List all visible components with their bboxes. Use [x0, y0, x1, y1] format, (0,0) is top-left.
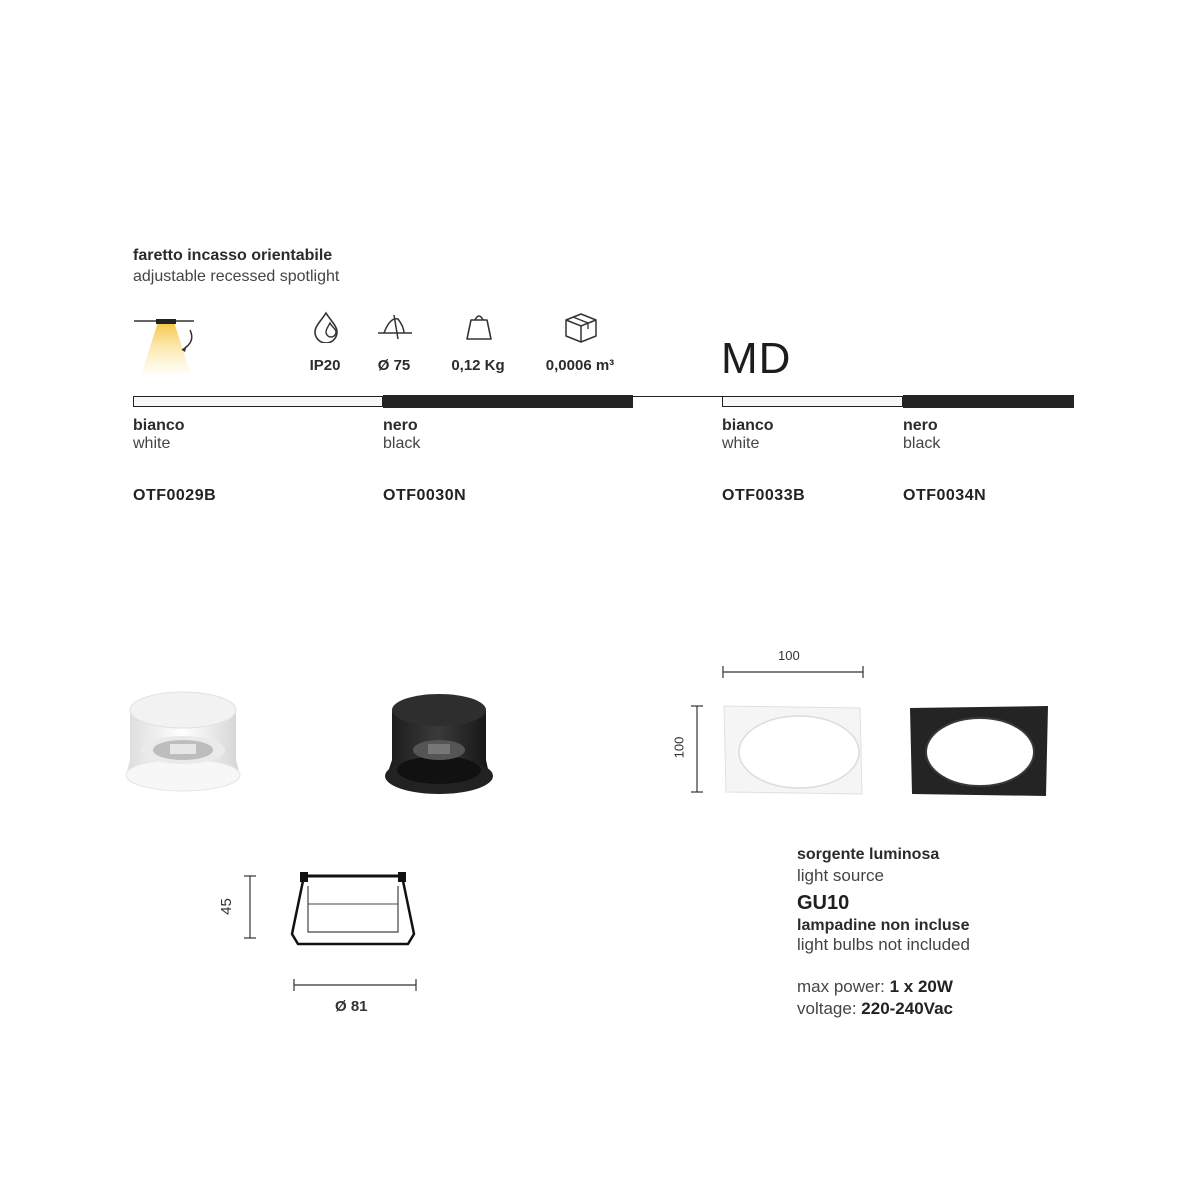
title-english: adjustable recessed spotlight [133, 268, 340, 285]
swatch-black-square [903, 395, 1074, 408]
cutout-diameter: Ø 75 [377, 357, 411, 374]
voltage-value: 220-240Vac [861, 999, 953, 1018]
cutout-diameter-icon [376, 313, 416, 341]
variant-color-it: bianco [133, 417, 185, 434]
model-name: MD [721, 334, 792, 383]
max-power-row [797, 977, 970, 997]
weight: 0,12 Kg [451, 357, 505, 374]
product-image-black [374, 684, 504, 806]
variant-column [903, 417, 940, 453]
divider-line [633, 396, 722, 397]
product-code: OTF0034N [903, 487, 987, 504]
water-drop-icon [311, 311, 341, 343]
light-source-label-it: sorgente luminosa [797, 846, 940, 863]
product-image-black-square [908, 704, 1050, 798]
dimension-body-height: 45 [217, 898, 235, 915]
product-code: OTF0033B [722, 487, 806, 504]
swatch-white-square [722, 396, 903, 407]
variant-column [133, 417, 185, 453]
dimension-line-horizontal [293, 978, 417, 992]
voltage-row [797, 999, 970, 1019]
dimension-frame-height: 100 [671, 736, 687, 759]
product-code: OTF0030N [383, 487, 467, 504]
product-code: OTF0029B [133, 487, 217, 504]
dimension-line-vertical [243, 875, 257, 939]
variant-color-it: bianco [722, 417, 774, 434]
dimension-line-vertical [690, 705, 704, 793]
variant-column [383, 417, 420, 453]
technical-drawing-side [288, 868, 418, 952]
variant-color-en: white [722, 435, 760, 452]
package-volume: 0,0006 m³ [545, 357, 615, 374]
package-volume-icon [562, 310, 600, 344]
variant-color-en: black [383, 435, 421, 452]
product-image-white [118, 680, 248, 800]
weight-icon [464, 310, 494, 342]
variant-color-it: nero [383, 417, 418, 434]
ip-rating: IP20 [309, 357, 341, 374]
dimension-line-horizontal [722, 665, 864, 679]
dimension-body-diameter: Ø 81 [335, 998, 368, 1015]
title-italian: faretto incasso orientabile [133, 247, 333, 264]
max-power-label: max power: [797, 977, 885, 996]
dimension-frame-width: 100 [778, 648, 800, 663]
light-source-label-en: light source [797, 866, 884, 885]
swatch-black-round [383, 395, 633, 408]
variant-color-en: white [133, 435, 171, 452]
bulbs-note-en: light bulbs not included [797, 935, 970, 954]
adjustable-beam-icon [130, 312, 200, 377]
variant-color-en: black [903, 435, 941, 452]
max-power-value: 1 x 20W [889, 977, 953, 996]
voltage-label: voltage: [797, 999, 857, 1018]
product-image-white-square [722, 704, 864, 796]
variant-color-it: nero [903, 417, 938, 434]
bulbs-note-it: lampadine non incluse [797, 917, 970, 934]
variant-column [722, 417, 774, 453]
light-source-panel [797, 846, 970, 1019]
swatch-white-round [133, 396, 383, 407]
light-source-type: GU10 [797, 892, 850, 914]
